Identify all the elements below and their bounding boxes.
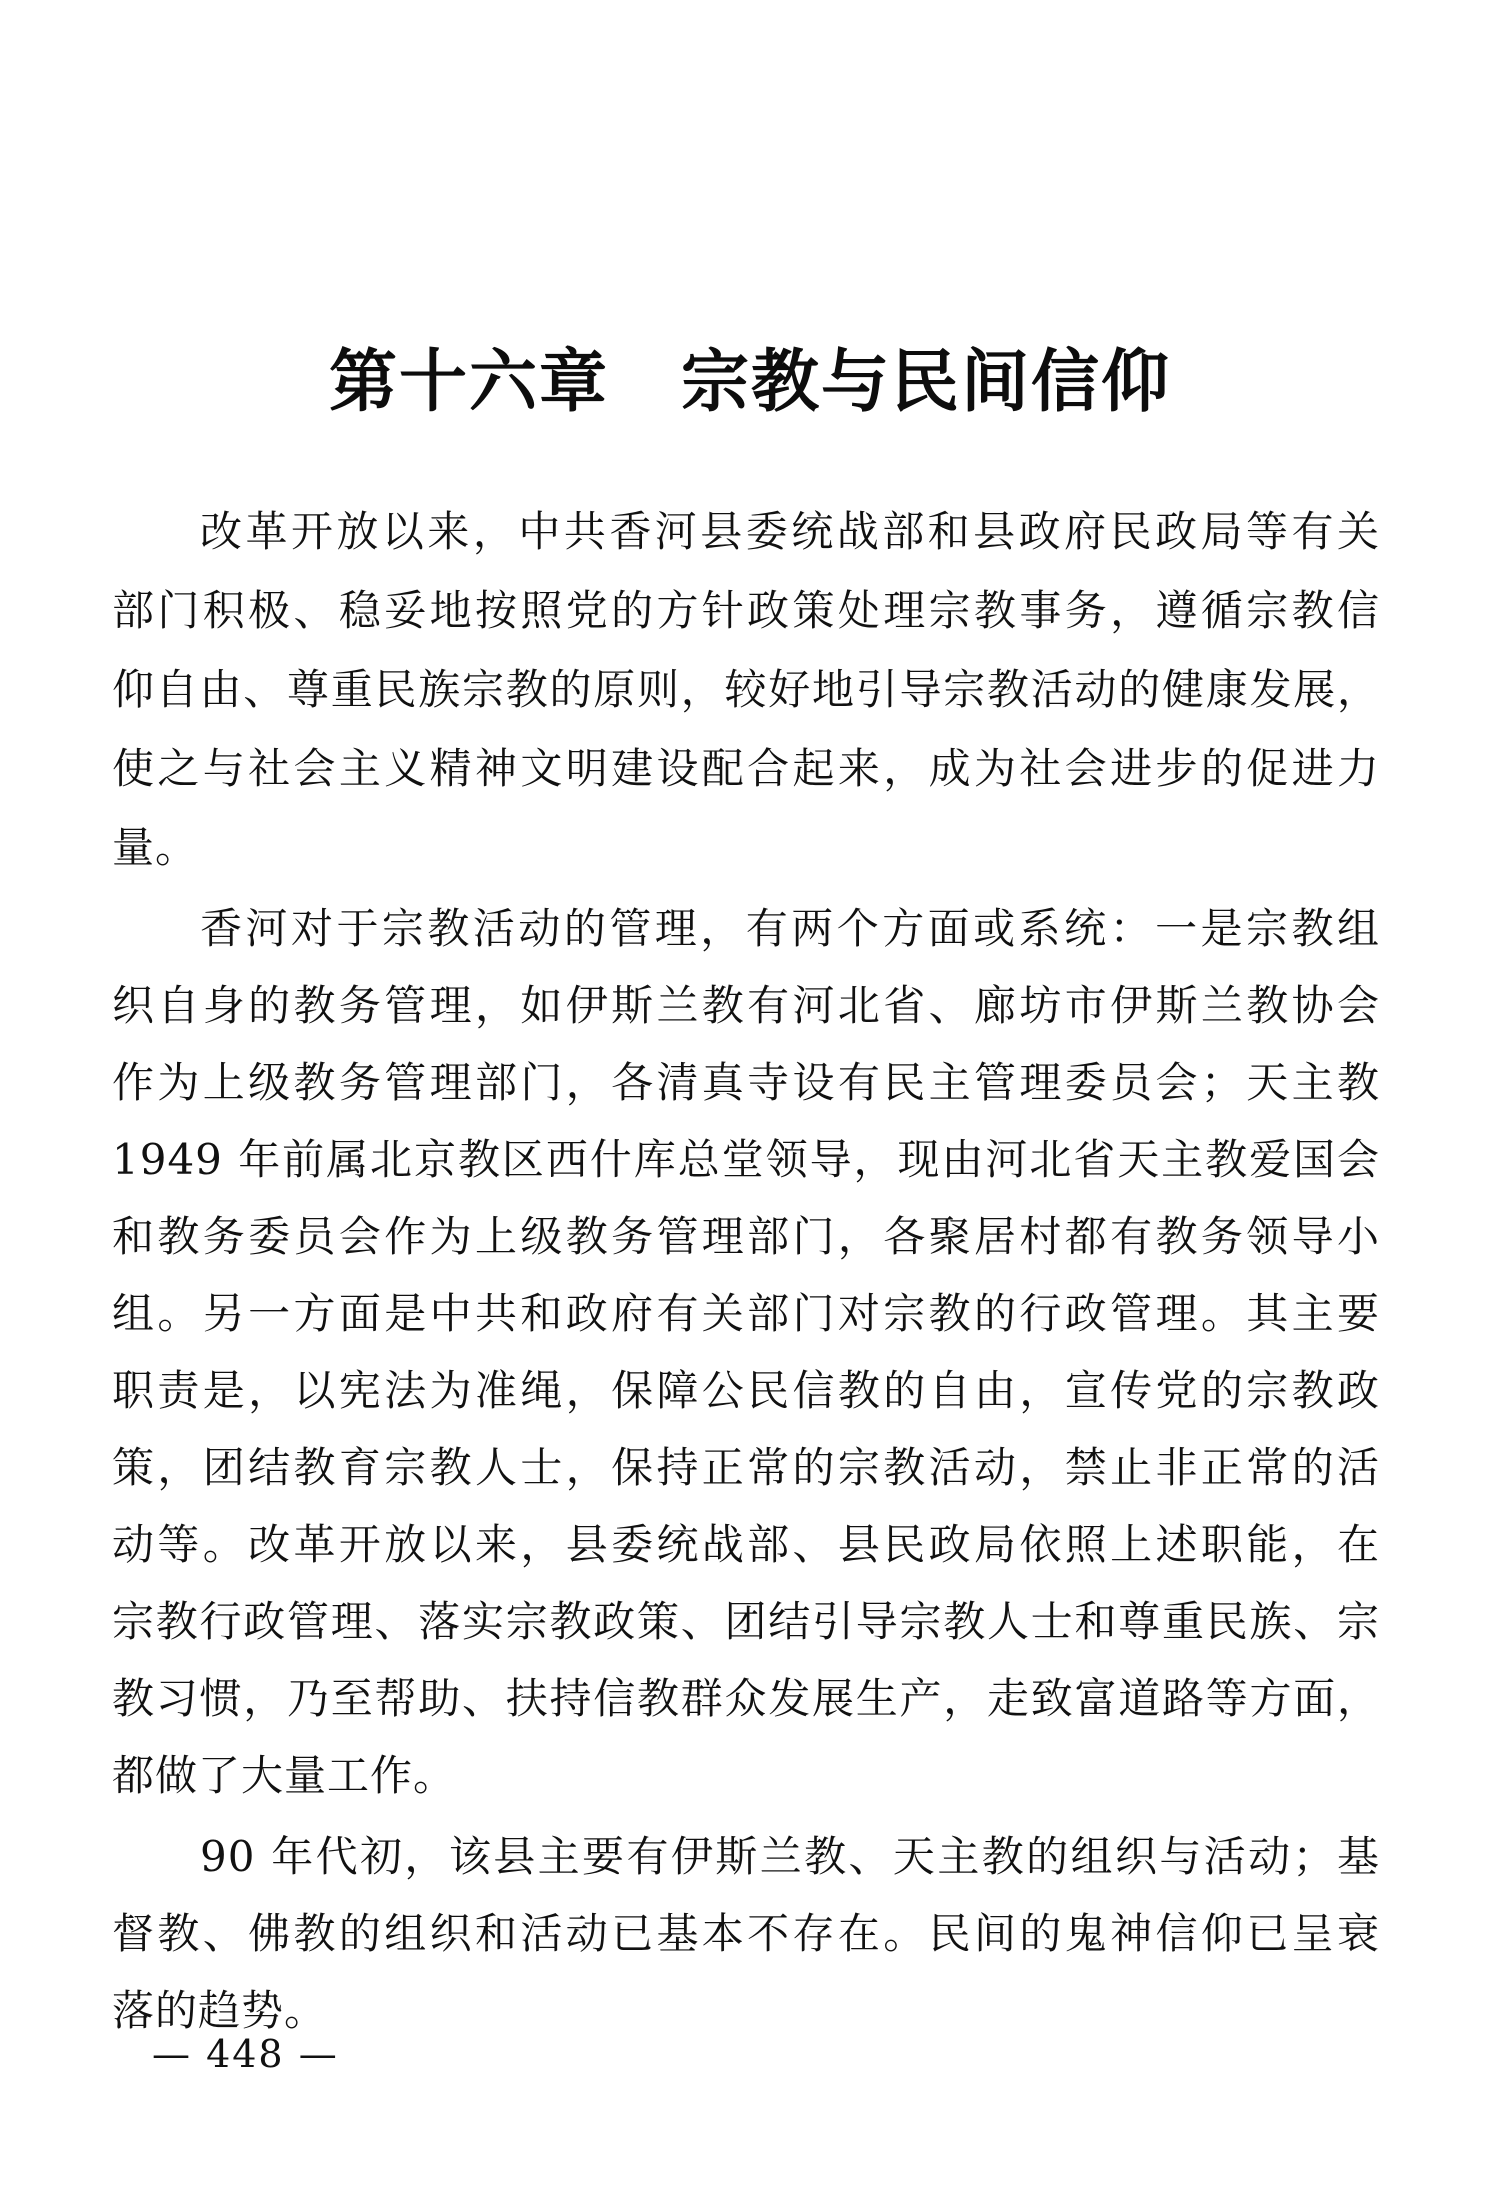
paragraph-2-line-6: 组。另一方面是中共和政府有关部门对宗教的行政管理。其主要 [112,1289,1380,1338]
paragraph-3-line-3: 落的趋势。 [112,1986,328,2035]
chapter-number: 第十六章 [328,343,609,422]
paragraph-2-line-12: 都做了大量工作。 [112,1751,457,1800]
paragraph-2-line-5: 和教务委员会作为上级教务管理部门，各聚居村都有教务领导小 [112,1212,1380,1261]
chapter-name: 宗教与民间信仰 [681,343,1172,422]
paragraph-3-line-1: 90 年代初，该县主要有伊斯兰教、天主教的组织与活动；基 [200,1832,1380,1881]
paragraph-2-line-11: 教习惯，乃至帮助、扶持信教群众发展生产，走致富道路等方面， [112,1674,1380,1723]
page-number: — 448 — [152,2032,339,2076]
paragraph-1-line-1: 改革开放以来，中共香河县委统战部和县政府民政局等有关 [200,507,1380,556]
paragraph-2-line-8: 策，团结教育宗教人士，保持正常的宗教活动，禁止非正常的活 [112,1443,1380,1492]
paragraph-2-line-7: 职责是，以宪法为准绳，保障公民信教的自由，宣传党的宗教政 [112,1366,1380,1415]
paragraph-2-line-2: 织自身的教务管理，如伊斯兰教有河北省、廊坊市伊斯兰教协会 [112,981,1380,1030]
paragraph-3-line-2: 督教、佛教的组织和活动已基本不存在。民间的鬼神信仰已呈衰 [112,1909,1380,1958]
paragraph-1-line-3: 仰自由、尊重民族宗教的原则，较好地引导宗教活动的健康发展， [112,665,1380,714]
paragraph-2-line-1: 香河对于宗教活动的管理，有两个方面或系统：一是宗教组 [200,904,1380,953]
paragraph-2-line-4: 1949 年前属北京教区西什库总堂领导，现由河北省天主教爱国会 [112,1135,1380,1184]
paragraph-2-line-3: 作为上级教务管理部门，各清真寺设有民主管理委员会；天主教 [112,1058,1380,1107]
paragraph-1-line-5: 量。 [112,823,199,872]
paragraph-1-line-2: 部门积极、稳妥地按照党的方针政策处理宗教事务，遵循宗教信 [112,586,1380,635]
paragraph-2-line-9: 动等。改革开放以来，县委统战部、县民政局依照上述职能，在 [112,1520,1380,1569]
paragraph-1-line-4: 使之与社会主义精神文明建设配合起来，成为社会进步的促进力 [112,744,1380,793]
paragraph-2-line-10: 宗教行政管理、落实宗教政策、团结引导宗教人士和尊重民族、宗 [112,1597,1380,1646]
chapter-title [0,338,1500,428]
